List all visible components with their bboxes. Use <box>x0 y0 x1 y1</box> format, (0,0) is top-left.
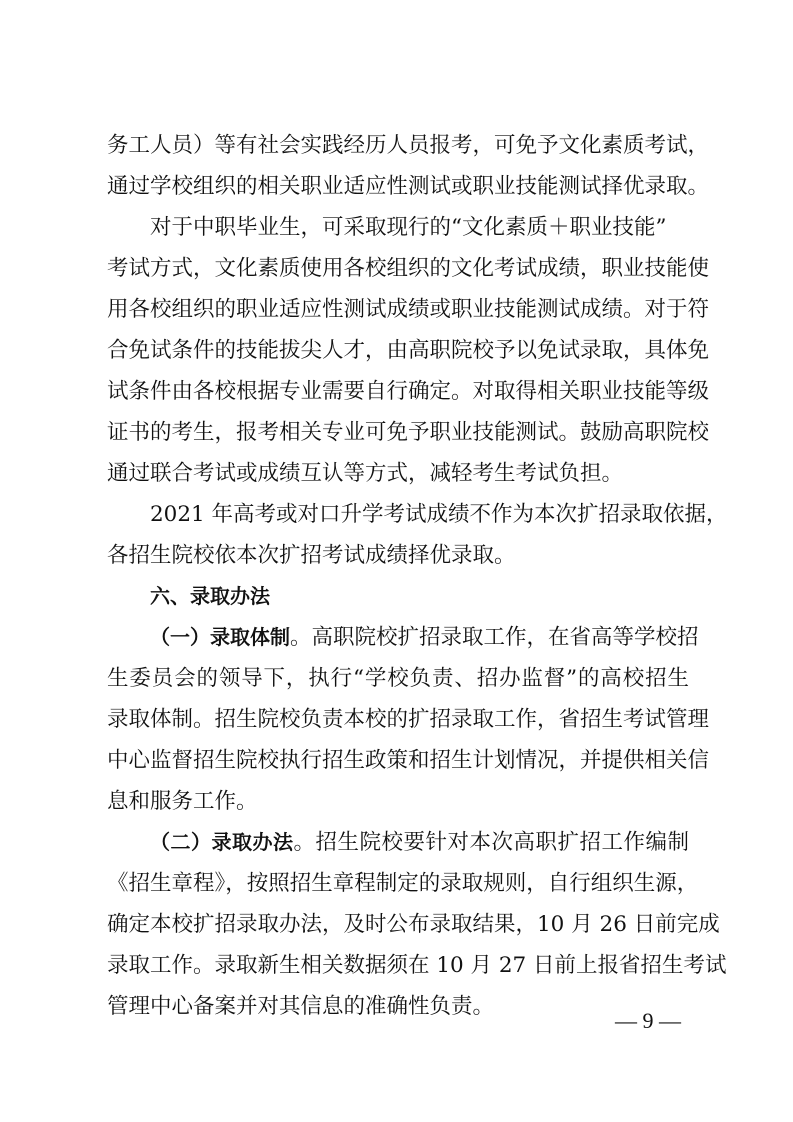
paragraph-line: 生委员会的领导下，执行“学校负责、招办监督”的高校招生 <box>107 666 689 691</box>
page-number: — 9 — <box>615 1008 681 1033</box>
paragraph-line: 务工人员）等有社会实践经历人员报考，可免予文化素质考试， <box>107 133 710 158</box>
paragraph-line: 中心监督招生院校执行招生政策和招生计划情况，并提供相关信 <box>107 748 710 773</box>
paragraph-line: 通过学校组织的相关职业适应性测试或职业技能测试择优录取。 <box>107 174 710 199</box>
paragraph-line: 录取体制。招生院校负责本校的扩招录取工作，省招生考试管理 <box>107 707 710 732</box>
subsection-text: 。高职院校扩招录取工作，在省高等学校招 <box>290 625 699 650</box>
paragraph-line: 各招生院校依本次扩招考试成绩择优录取。 <box>107 543 516 568</box>
paragraph-line: 《招生章程》，按照招生章程制定的录取规则，自行组织生源， <box>107 871 699 896</box>
paragraph-line: 证书的考生，报考相关专业可免予职业技能测试。鼓励高职院校 <box>107 420 710 445</box>
paragraph-line: 通过联合考试或成绩互认等方式，减轻考生考试负担。 <box>107 461 624 486</box>
paragraph-line: 息和服务工作。 <box>107 789 258 814</box>
paragraph-line: 试条件由各校根据专业需要自行确定。对取得相关职业技能等级 <box>107 379 710 404</box>
paragraph-line: 录取工作。录取新生相关数据须在 10 月 27 日前上报省招生考试 <box>107 953 727 978</box>
paragraph-line: 对于中职毕业生，可采取现行的“文化素质＋职业技能” <box>150 215 667 240</box>
paragraph-line: 考试方式，文化素质使用各校组织的文化考试成绩，职业技能使 <box>107 256 710 281</box>
paragraph-line: 2021 年高考或对口升学考试成绩不作为本次扩招录取依据， <box>150 502 728 527</box>
paragraph-line: 合免试条件的技能拔尖人才，由高职院校予以免试录取，具体免 <box>107 338 710 363</box>
paragraph-line: 管理中心备案并对其信息的准确性负责。 <box>107 994 495 1019</box>
subsection-text: 。招生院校要针对本次高职扩招工作编制 <box>293 830 689 855</box>
section-heading: 六、录取办法 <box>150 584 270 608</box>
paragraph-line <box>107 617 699 658</box>
paragraph-line: 用各校组织的职业适应性测试成绩或职业技能测试成绩。对于符 <box>107 297 710 322</box>
paragraph-line <box>107 822 689 863</box>
document-body <box>107 125 728 1027</box>
subsection-label: （一）录取体制 <box>150 625 290 649</box>
subsection-label: （二）录取办法 <box>150 830 294 854</box>
paragraph-line: 确定本校扩招录取办法，及时公布录取结果，10 月 26 日前完成 <box>107 912 720 937</box>
